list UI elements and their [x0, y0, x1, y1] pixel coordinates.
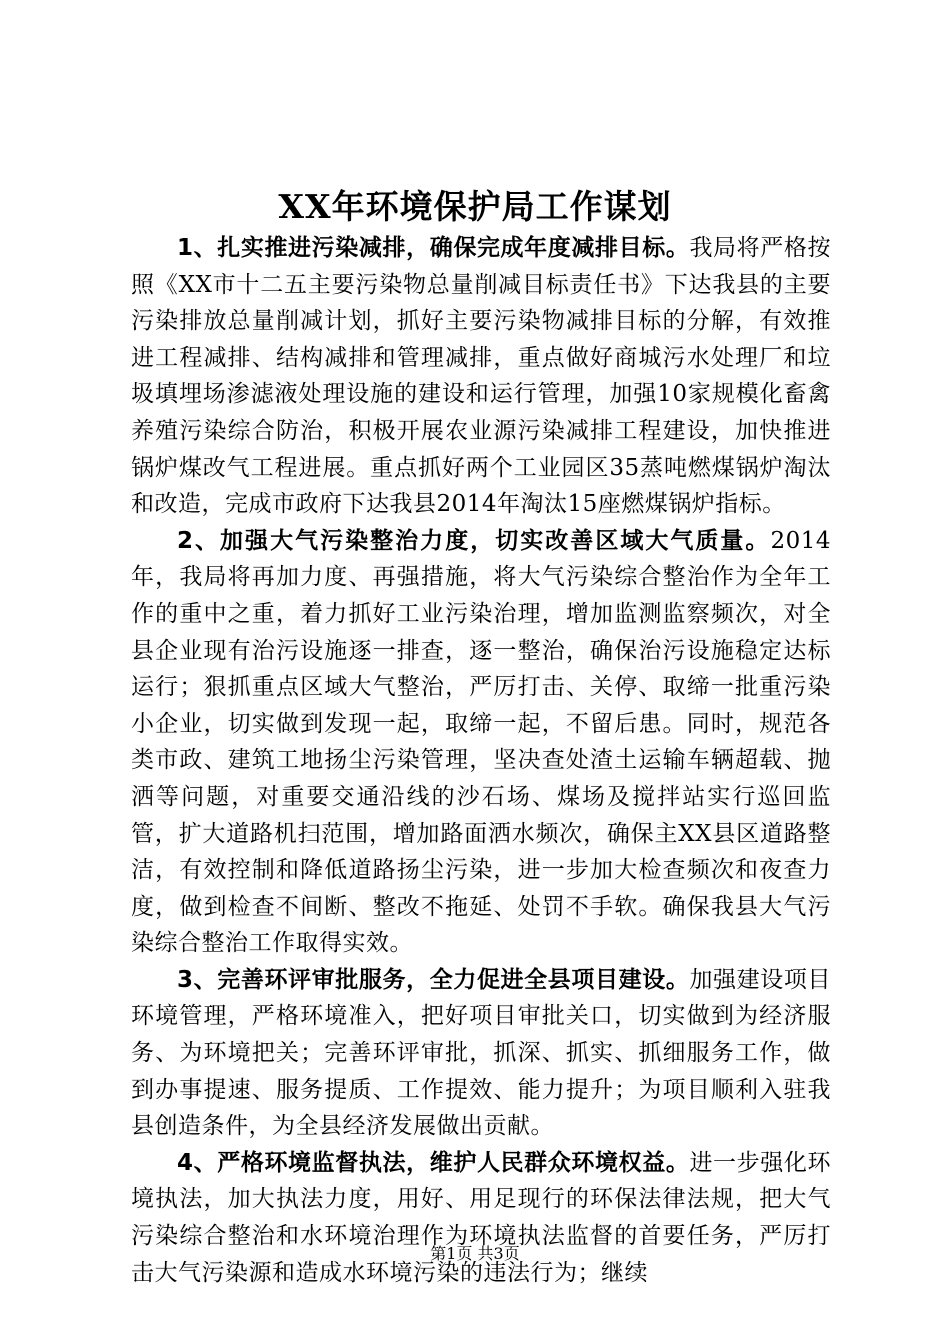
- paragraph-4-lead: 4、严格环境监督执法，维护人民群众环境权益。: [177, 1149, 690, 1176]
- paragraph-4: [131, 1145, 831, 1291]
- paragraph-2: [131, 523, 831, 962]
- paragraph-3-text: 加强建设项目环境管理，严格环境准入，把好项目审批关口，切实做到为经济服务、为环境把关；完善环评审批，抓深、抓实、抓细服务工作，做到办事提速、服务提质、工作提效、能力提升；为项目顺利入驻我县创造条件，为全县经济发展做出贡献。: [131, 966, 831, 1140]
- paragraph-2-lead: 2、加强大气污染整治力度，切实改善区域大气质量。: [177, 527, 771, 554]
- paragraph-1-lead: 1、扎实推进污染减排，确保完成年度减排目标。: [177, 235, 690, 261]
- paragraph-2-text: 2014年，我局将再加力度、再强措施，将大气污染综合整治作为全年工作的重中之重，着力抓好工业污染治理，增加监测监察频次，对全县企业现有治污设施逐一排查，逐一整治，确保治污设施稳定达标运行；狠抓重点区域大气整治，严厉打击、关停、取缔一批重污染小企业，切实做到发现一起，取缔一起，不留后患。同时，规范各类市政、建筑工地扬尘污染管理，坚决查处渣土运输车辆超载、抛洒等问题，对重要交通沿线的沙石场、煤场及搅拌站实行巡回监管，扩大道路机扫范围，增加路面洒水频次，确保主XX县区道路整洁，有效控制和降低道路扬尘污染，进一步加大检查频次和夜查力度，做到检查不间断、整改不拖延、处罚不手软。确保我县大气污染综合整治工作取得实效。: [131, 527, 831, 957]
- page-number-footer: 第1页 共3页: [430, 1244, 520, 1263]
- paragraph-4-text: 进一步强化环境执法，加大执法力度，用好、用足现行的环保法律法规，把大气污染综合整治和水环境治理作为环境执法监督的首要任务，严厉打击大气污染源和造成水环境污染的违法行为；继续: [131, 1149, 831, 1286]
- paragraph-1-text: 我局将严格按照《XX市十二五主要污染物总量削减目标责任书》下达我县的主要污染排放总量削减计划，抓好主要污染物减排目标的分解，有效推进工程减排、结构减排和管理减排，重点做好商城污水处理厂和垃圾填埋场渗滤液处理设施的建设和运行管理，加强10家规模化畜禽养殖污染综合防治，积极开展农业源污染减排工程建设，加快推进锅炉煤改气工程进展。重点抓好两个工业园区35蒸吨燃煤锅炉淘汰和改造，完成市政府下达我县2014年淘汰15座燃煤锅炉指标。: [131, 235, 831, 518]
- document-title: XX年环境保护局工作谋划: [278, 187, 672, 226]
- paragraph-1: [131, 230, 831, 523]
- paragraph-3-lead: 3、完善环评审批服务，全力促进全县项目建设。: [177, 966, 690, 993]
- document-body: [131, 230, 831, 1291]
- paragraph-3: [131, 962, 831, 1145]
